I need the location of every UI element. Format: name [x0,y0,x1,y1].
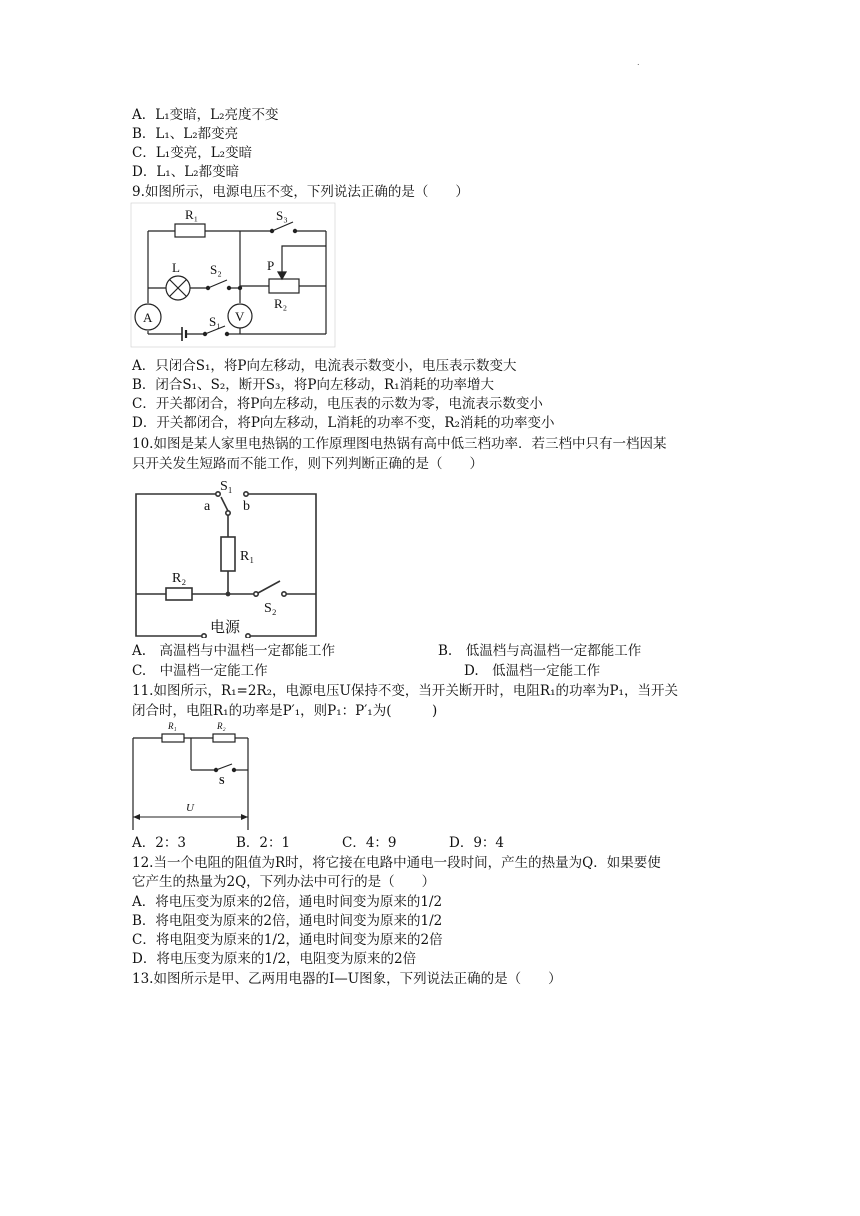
q10-label-r1: R₁ [240,549,255,564]
q10-stem-line1: 10.如图是某人家里电热锅的工作原理图电热锅有高中低三档功率．若三档中只有一档因某 [132,436,667,452]
q10-circuit-diagram [128,476,324,638]
q10-label-power: 电源 [210,620,241,636]
q11-option-d: D．9：4 [449,835,505,851]
q12-option-a: A．将电压变为原来的2倍，通电时间变为原来的1/2 [132,894,443,910]
q10-s2-switch [258,581,280,593]
q8-option-d: D．L₁、L₂都变暗 [132,164,240,180]
q10-label-b: b [243,499,250,514]
q9-s3-switch [272,222,293,231]
q9-option-a: A．只闭合S₁，将P向左移动，电流表示数变小，电压表示数变大 [132,358,517,374]
q13-stem: 13.如图所示是甲、乙两用电器的I—U图象，下列说法正确的是（ ） [132,971,562,987]
q11-option-a: A．2：3 [132,835,186,851]
q9-label-p: P [267,258,275,273]
q9-option-d: D．开关都闭合，将P向左移动，L消耗的功率不变，R₂消耗的功率变小 [132,415,555,431]
q9-circuit-diagram [130,202,336,348]
q11-option-b: B．2：1 [236,835,291,851]
q9-label-r1: R₁ [185,207,199,222]
q12-option-c: C．将电阻变为原来的1/2，通电时间变为原来的2倍 [132,932,443,948]
q9-r1-resistor [175,224,205,237]
q11-label-s: S [219,776,225,787]
q12-option-d: D．将电压变为原来的1/2，电阻变为原来的2倍 [132,951,417,967]
q10-stem-line2: 只开关发生短路而不能工作，则下列判断正确的是（ ） [132,456,483,472]
q10-option-a: A. 高温档与中温档一定都能工作 [132,643,336,659]
q10-s1-switch [221,497,228,511]
q9-label-r2: R₂ [274,296,288,311]
q8-option-a: A．L₁变暗，L₂亮度不变 [132,107,279,123]
q9-label-s3: S₃ [276,208,288,223]
q9-r2-rheostat [269,279,299,293]
q10-label-r2: R₂ [172,571,187,586]
q10-option-d: D. 低温档一定能工作 [464,663,601,679]
q11-label-r2: R₂ [217,721,226,731]
q9-option-c: C．开关都闭合，将P向左移动，电压表的示数为零，电流表示数变小 [132,396,543,412]
q9-label-s2: S₂ [210,262,222,277]
q10-r1-resistor [221,537,235,571]
q8-option-c: C．L₁变亮，L₂变暗 [132,145,253,161]
q10-r2-resistor [166,588,192,600]
q9-label-l: L [172,260,180,275]
q11-r2-resistor [213,734,235,742]
q10-label-s1: S₁ [220,479,233,494]
q10-label-a: a [204,499,211,514]
q9-stem: 9.如图所示，电源电压不变，下列说法正确的是（ ） [132,184,469,200]
q11-circuit-diagram [128,718,252,834]
q11-option-c: C．4：9 [342,835,397,851]
q9-s2-switch [208,280,227,288]
q10-option-c: C. 中温档一定能工作 [132,663,268,679]
q10-label-s2: S₂ [264,601,277,616]
q8-option-b: B．L₁、L₂都变亮 [132,126,239,142]
q11-stem-line1: 11.如图所示，R₁=2R₂，电源电压U保持不变，当开关断开时，电阻R₁的功率为P₁，当开关 [132,683,678,699]
header-mark: . [637,58,640,67]
q12-stem-line2: 它产生的热量为2Q，下列办法中可行的是（ ） [132,874,436,890]
q11-label-u: U [186,802,194,814]
q9-label-a: A [143,310,153,325]
q9-label-v: V [235,309,245,324]
q11-s-switch [216,764,232,770]
q9-option-b: B．闭合S₁、S₂，断开S₃，将P向左移动，R₁消耗的功率增大 [132,377,495,393]
q10-option-b: B. 低温档与高温档一定都能工作 [438,643,642,659]
q12-stem-line1: 12.当一个电阻的阻值为R时，将它接在电路中通电一段时间，产生的热量为Q．如果要使 [132,855,661,871]
q11-stem-line2: 闭合时，电阻R₁的功率是P′₁，则P₁：P′₁为( ) [132,703,438,719]
q12-option-b: B．将电阻变为原来的2倍，通电时间变为原来的1/2 [132,913,443,929]
q11-r1-resistor [162,734,184,742]
q11-label-r1: R₁ [168,721,177,731]
q9-label-s1: S₁ [209,314,221,329]
